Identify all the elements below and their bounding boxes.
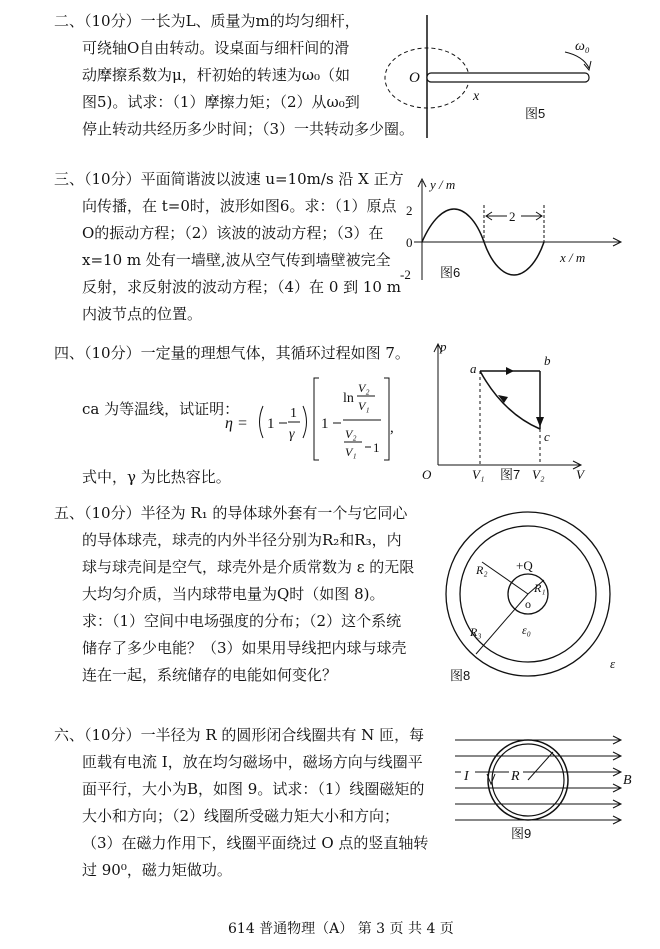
q6-line: 面平行，大小为B，如图 9。试求：（1）线圈磁矩的 (82, 780, 425, 798)
q5-line: 求：（1）空间中电场强度的分布；（2）这个系统 (82, 612, 402, 630)
label-i: I (464, 769, 469, 784)
figure-7 (408, 335, 598, 483)
v1-top: V₁ (358, 399, 370, 413)
label-r: R (511, 769, 520, 784)
label-r1: R₁ (534, 581, 546, 595)
figure-6 (392, 175, 632, 290)
q3-line: 反射，求反射波的波动方程；（4）在 0 到 10 m (82, 278, 401, 296)
q3-line: O的振动方程；（2）该波的波动方程；（3）在 (82, 224, 384, 242)
q4-prefix: ca 为等温线，试证明： (82, 400, 240, 418)
label-e: ε (610, 656, 616, 671)
label-r3: R₃ (470, 625, 482, 639)
one: 1 (267, 416, 275, 432)
figure-5 (385, 10, 625, 145)
label-omega: ω₀ (575, 39, 590, 54)
span-label: 2 (509, 209, 516, 224)
label-o: O (422, 467, 432, 482)
ln: ln (343, 391, 354, 406)
efficiency-formula (225, 372, 395, 464)
bc-arrow (536, 417, 544, 427)
eta: η = (225, 415, 248, 432)
label-a: a (470, 361, 477, 376)
label-c: c (544, 429, 550, 444)
q5-line: 大均匀介质，当内球带电量为Q时（如图 8)。 (82, 585, 385, 603)
q2-line: 图5)。试求：（1）摩擦力矩；（2）从ω₀到 (82, 93, 360, 111)
caption-fig8: 图8 (450, 668, 471, 683)
label-v2: V₂ (532, 467, 545, 482)
q4-gamma-note: 式中，γ 为比热容比。 (82, 468, 231, 486)
process-ca (480, 371, 540, 429)
field-arrowhead (613, 736, 621, 824)
q3-line: x=10 m 处有一墙壁,波从空气传到墙壁被完全 (82, 251, 391, 269)
q6-line: （3）在磁力作用下，线圈平面绕过 O 点的竖直轴转 (82, 834, 429, 852)
label-v: V (576, 467, 584, 482)
q2-line: 停止转动共经历多少时间；（3）一共转动多少圈。 (82, 120, 415, 138)
v2-top: V₂ (358, 381, 370, 395)
q5-line: 五、（10分）半径为 R₁ 的导体球外套有一个与它同心 (54, 504, 408, 522)
caption-fig6: 图6 (440, 265, 461, 280)
comma: , (390, 420, 394, 436)
one-b: 1 (321, 416, 329, 432)
label-r2: R₂ (476, 563, 488, 577)
figure-9 (455, 728, 643, 848)
x-label: x / m (560, 250, 586, 265)
tick-0: 0 (406, 235, 413, 250)
rod (427, 73, 589, 82)
label-o: O (409, 70, 420, 86)
q4-formula-line (82, 396, 239, 423)
question-6 (54, 722, 428, 884)
question-2 (54, 8, 414, 143)
caption-fig9: 图9 (511, 826, 532, 841)
question-5 (54, 500, 414, 689)
q4-line: 四、（10分）一定量的理想气体，其循环过程如图 7。 (54, 344, 410, 362)
paren-right (303, 406, 307, 438)
ab-arrow (506, 367, 514, 375)
label-p: p (440, 339, 447, 354)
q2-line: 可绕轴O自由转动。设桌面与细杆间的滑 (82, 39, 350, 57)
figure-8 (432, 508, 632, 686)
y-label: y / m (430, 177, 456, 192)
q2-line: 二、（10分）一长为L、质量为m的均匀细杆， (54, 12, 360, 30)
q2-line: 动摩擦系数为μ，杆初始的转速为ω₀（如 (82, 66, 350, 84)
page-footer: 614 普通物理（A） 第 3 页 共 4 页 (228, 921, 454, 937)
q6-line: 匝载有电流 I，放在均匀磁场中，磁场方向与线圈平 (82, 753, 423, 771)
caption-fig7: 图7 (500, 467, 521, 482)
tick-neg2: -2 (400, 267, 411, 282)
q3-line: 内波节点的位置。 (82, 305, 203, 323)
q4-note (82, 464, 231, 491)
bracket-left (314, 378, 319, 460)
label-o: o (525, 597, 531, 611)
label-b: b (544, 353, 551, 368)
q5-line: 的导体球壳，球壳的内外半径分别为R₂和R₃，内 (82, 531, 402, 549)
label-v1: V₁ (472, 467, 485, 482)
q3-line: 三、（10分）平面简谐波以波速 u=10m/s 沿 X 正方 (54, 170, 404, 188)
question-3 (54, 166, 404, 328)
q6-line: 六、（10分）一半径为 R 的圆形闭合线圈共有 N 匝，每 (54, 726, 425, 744)
v2-bot: V₂ (345, 427, 357, 441)
label-e0: ε₀ (522, 623, 531, 637)
question-4 (54, 340, 410, 367)
gamma: γ (289, 427, 295, 442)
label-x: x (473, 89, 480, 104)
q5-line: 球与球壳间是空气，球壳外是介质常数为 ε 的无限 (82, 558, 415, 576)
caption-fig5: 图5 (525, 106, 546, 121)
label-q: +Q (516, 558, 533, 573)
label-b: B⃗ (623, 773, 643, 788)
q6-line: 大小和方向；（2）线圈所受磁力矩大小和方向； (82, 807, 400, 825)
frac-one: 1 (290, 406, 297, 421)
r3-line (476, 594, 528, 654)
q3-line: 向传播，在 t=0时，波形如图6。求：（1）原点 (82, 197, 397, 215)
v1-bot: V₁ (345, 445, 357, 459)
bracket-right (384, 378, 389, 460)
q5-line: 储存了多少电能？（3）如果用导线把内球与球壳 (82, 639, 407, 657)
field-lines (455, 736, 621, 824)
one-c: 1 (373, 440, 380, 455)
q6-line: 过 90⁰，磁力矩做功。 (82, 861, 232, 879)
paren-left (260, 406, 264, 438)
tick-2: 2 (406, 203, 413, 218)
q5-line: 连在一起，系统储存的电能如何变化？ (82, 666, 338, 684)
